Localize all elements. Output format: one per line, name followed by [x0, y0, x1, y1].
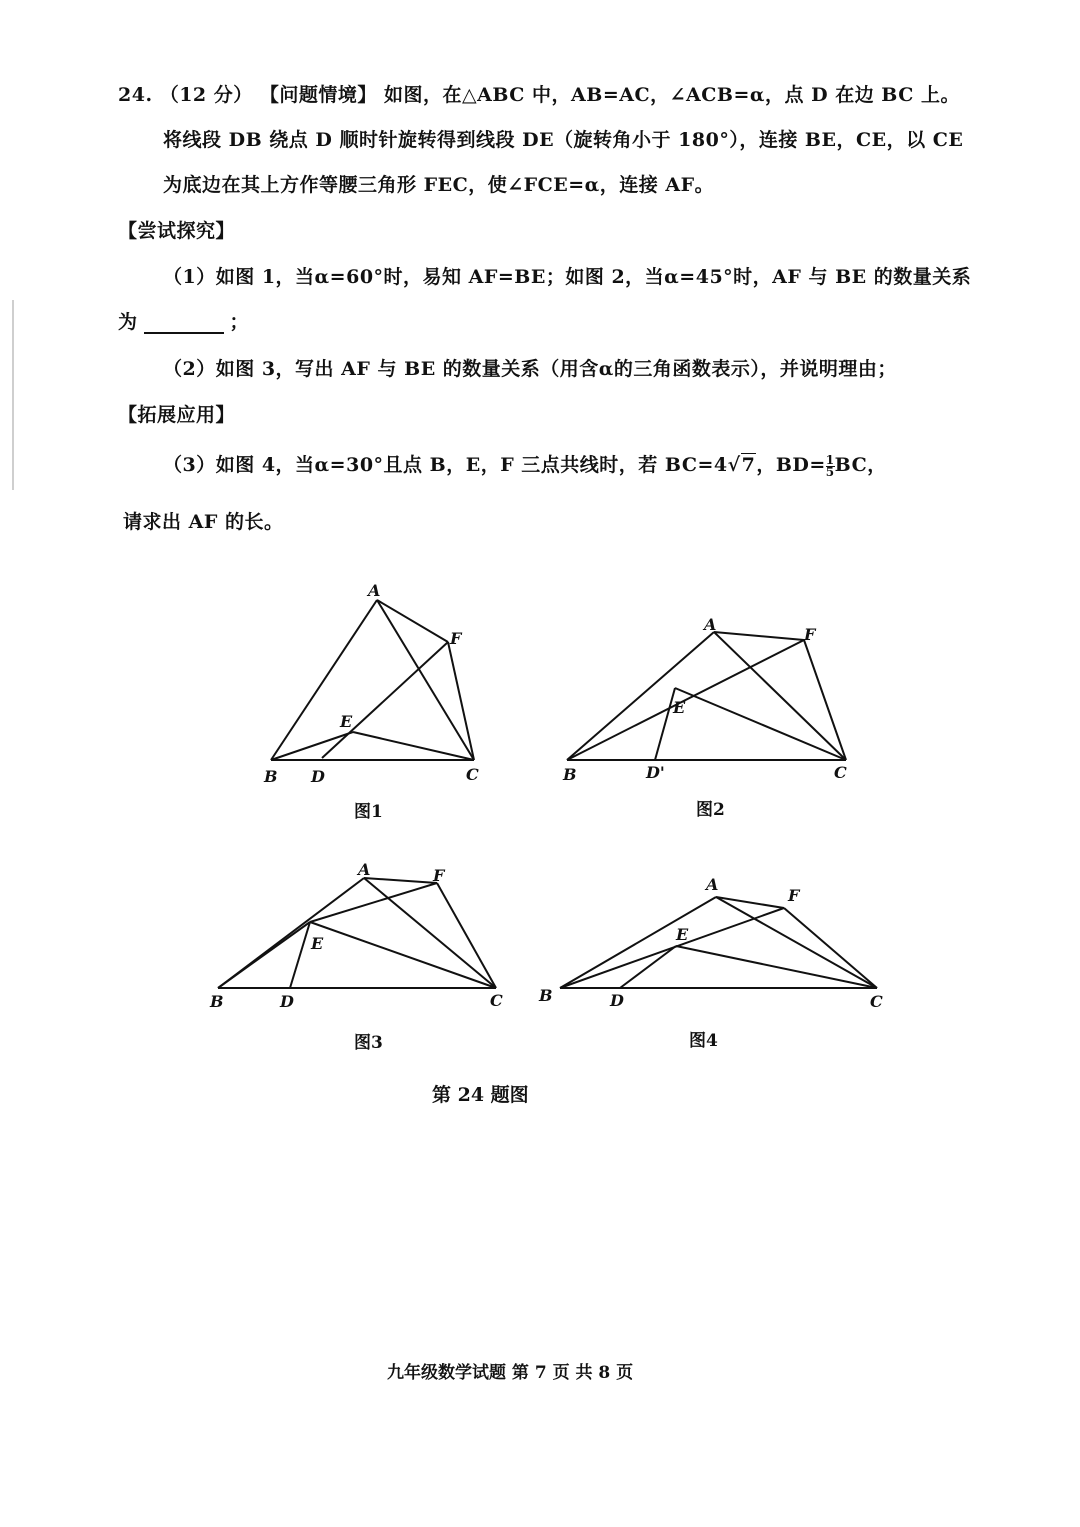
fig1-segment-ab [271, 600, 377, 760]
fig1-label-b: B [264, 767, 278, 786]
part3-prefix: （3）如图 4，当α=30°且点 B，E，F 三点共线时，若 BC=4 [163, 454, 728, 476]
fig3-segment-fc [437, 883, 496, 988]
fig4-segment-fc [784, 908, 877, 988]
fig2-segment-ec [675, 688, 846, 760]
question-line-2: 将线段 DB 绕点 D 顺时针旋转得到线段 DE（旋转角小于 180°），连接 BE，CE，以 CE [163, 129, 964, 151]
fig4-label-a: A [706, 875, 719, 894]
figure-3 [209, 860, 503, 1011]
fraction [825, 452, 835, 479]
fig4-label-c: C [870, 992, 883, 1011]
fig3-segment-af [364, 878, 437, 883]
fig1-segment-fd [322, 642, 448, 758]
fig2-label-d: D' [646, 763, 665, 782]
fig3-segment-ac [364, 878, 496, 988]
fig3-label-c: C [490, 991, 503, 1010]
fig3-segment-be [218, 922, 310, 988]
figure-4-caption: 图4 [689, 1031, 718, 1051]
part1-line-1: （1）如图 1，当α=60°时，易知 AF=BE；如图 2，当α=45°时，AF 与 BE 的数量关系 [163, 266, 972, 288]
fraction-denominator: 5 [825, 464, 835, 479]
part3-suffix: BC， [834, 454, 887, 476]
fig4-label-b: B [539, 986, 553, 1005]
fig4-segment-ec [676, 946, 877, 988]
fig1-label-a: A [368, 581, 381, 600]
figure-2-caption: 图2 [696, 800, 725, 820]
fig4-label-d: D [610, 991, 624, 1010]
part2-line: （2）如图 3，写出 AF 与 BE 的数量关系（用含α的三角函数表示），并说明理由； [163, 358, 897, 380]
fig1-label-d: D [311, 767, 325, 786]
fig2-segment-fc [804, 640, 846, 760]
fig2-label-a: A [704, 615, 717, 634]
figure-1 [263, 581, 479, 786]
fig4-segment-ac [716, 897, 877, 988]
sqrt-radicand: 7 [741, 454, 756, 476]
question-line-3: 为底边在其上方作等腰三角形 FEC，使∠FCE=α，连接 AF。 [163, 174, 715, 196]
fig2-label-e: E [673, 698, 686, 717]
fig2-label-c: C [834, 763, 847, 782]
question-line-1 [118, 80, 960, 107]
part1-line-2 [118, 307, 249, 334]
part3-mid: ，BD= [756, 454, 826, 476]
fig3-label-f: F [433, 866, 445, 885]
question-number: 24. [118, 84, 153, 106]
part3-line-2: 请求出 AF 的长。 [123, 511, 284, 533]
fig3-label-e: E [311, 934, 324, 953]
fig1-segment-af [377, 600, 448, 642]
question-score: （12 分） [159, 84, 253, 106]
figure-1-caption: 图1 [354, 802, 383, 822]
question-context-text: 如图，在△ABC 中，AB=AC，∠ACB=α，点 D 在边 BC 上。 [384, 84, 960, 106]
fraction-numerator: 1 [825, 452, 835, 467]
fig4-segment-ed [620, 946, 676, 988]
part3-line-1 [163, 450, 887, 478]
fig1-label-c: C [466, 765, 479, 784]
fig1-label-e: E [340, 712, 353, 731]
explore-heading: 【尝试探究】 [118, 220, 236, 242]
figure-4 [538, 875, 883, 1011]
page-footer: 九年级数学试题 第 7 页 共 8 页 [387, 1363, 634, 1383]
fig1-segment-be [271, 732, 353, 760]
figures-title: 第 24 题图 [432, 1084, 529, 1106]
fig4-label-e: E [676, 925, 689, 944]
figure-2 [562, 615, 847, 784]
fig3-label-b: B [210, 992, 224, 1011]
fig3-label-a: A [358, 860, 371, 879]
fig1-segment-fc [448, 642, 474, 760]
fig1-segment-ec [353, 732, 474, 760]
fig2-segment-af [714, 632, 804, 640]
scan-edge-mark [12, 300, 14, 490]
fig1-label-f: F [450, 629, 462, 648]
part1-suffix: ； [229, 311, 250, 333]
fig2-segment-ed [655, 688, 675, 760]
fig2-label-f: F [804, 625, 816, 644]
fig3-segment-ec [310, 922, 496, 988]
fig4-label-f: F [788, 886, 800, 905]
fig1-segment-ac [377, 600, 474, 760]
sqrt-sign: √ [727, 454, 741, 476]
figure-3-caption: 图3 [354, 1033, 383, 1053]
fig3-segment-fe [310, 883, 437, 922]
figures-canvas [0, 560, 1080, 1120]
section-context-heading: 【问题情境】 [259, 84, 377, 106]
fig2-label-b: B [563, 765, 577, 784]
extend-heading: 【拓展应用】 [118, 404, 236, 426]
fig3-label-d: D [280, 992, 294, 1011]
answer-blank [144, 312, 224, 334]
part1-prefix: 为 [118, 311, 138, 333]
